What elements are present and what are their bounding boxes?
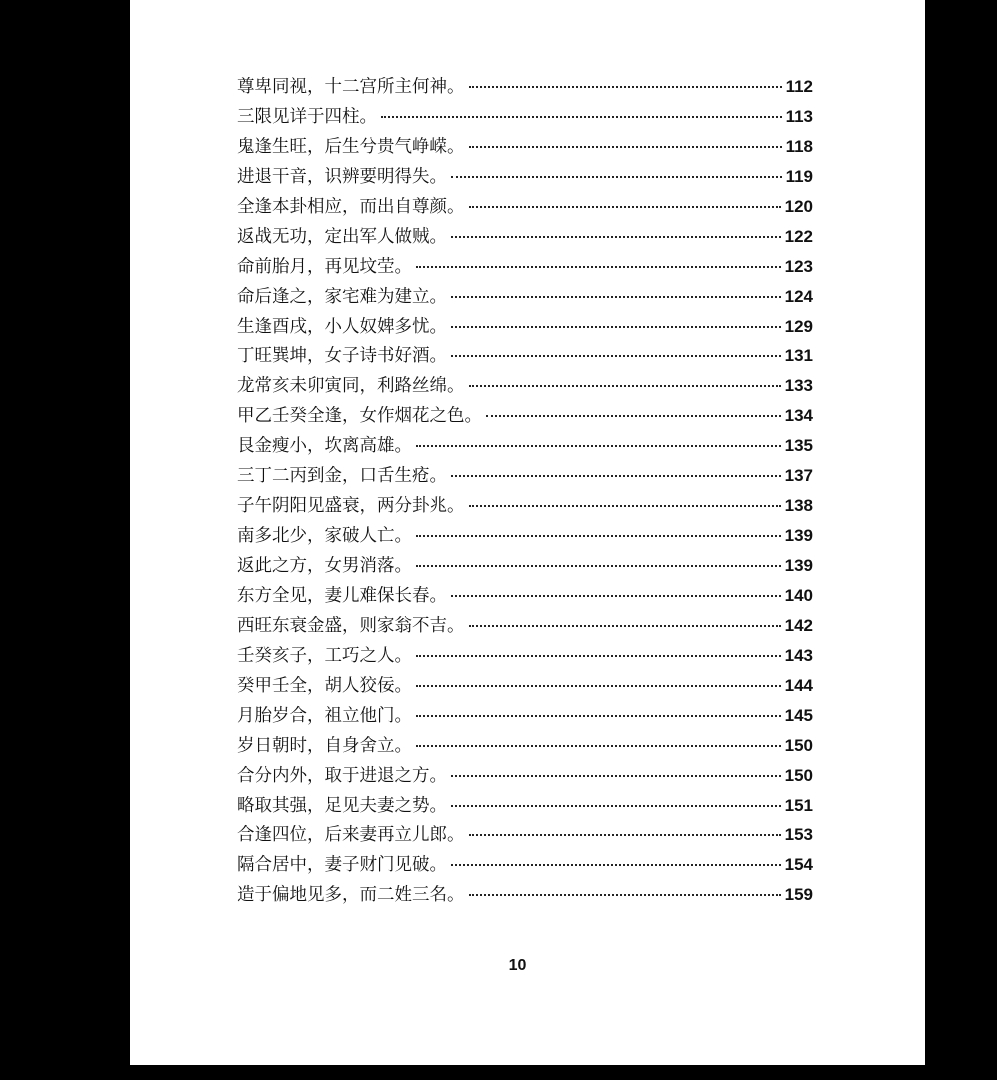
toc-entry-title: 甲乙壬癸全逢，女作烟花之色。 <box>237 406 482 427</box>
toc-entry[interactable] <box>237 792 813 822</box>
toc-entry-title: 癸甲壬全，胡人狡佞。 <box>237 675 412 696</box>
toc-entry-title: 造于偏地见多，而二姓三名。 <box>237 885 465 906</box>
toc-entry[interactable] <box>237 73 813 103</box>
toc-entry-page: 122 <box>784 226 813 246</box>
dot-leader <box>469 385 781 387</box>
toc-entry[interactable] <box>237 522 813 552</box>
toc-entry[interactable] <box>237 642 813 672</box>
toc-entry-title: 返战无功，定出军人做贼。 <box>237 226 447 247</box>
toc-entry-title: 岁日朝时，自身舍立。 <box>237 735 412 756</box>
toc-entry[interactable] <box>237 552 813 582</box>
toc-entry[interactable] <box>237 372 813 402</box>
toc-entry-title: 南多北少，家破人亡。 <box>237 526 412 547</box>
toc-entry[interactable] <box>237 881 813 911</box>
toc-entry[interactable] <box>237 462 813 492</box>
dot-leader <box>451 864 781 866</box>
toc-entry-page: 139 <box>784 526 813 546</box>
toc-entry-title: 月胎岁合，祖立他门。 <box>237 705 412 726</box>
toc-entry-page: 131 <box>784 346 813 366</box>
toc-entry[interactable] <box>237 163 813 193</box>
table-of-contents <box>237 73 813 911</box>
toc-entry-page: 144 <box>784 675 813 695</box>
toc-entry[interactable] <box>237 313 813 343</box>
toc-entry-title: 西旺东衰金盛，则家翁不吉。 <box>237 615 465 636</box>
dot-leader <box>416 445 781 447</box>
dot-leader <box>416 655 781 657</box>
toc-entry-page: 150 <box>784 735 813 755</box>
toc-entry-title: 子午阴阳见盛衰，两分卦兆。 <box>237 496 465 517</box>
toc-entry-page: 120 <box>784 196 813 216</box>
toc-entry[interactable] <box>237 821 813 851</box>
dot-leader <box>451 475 781 477</box>
toc-entry-title: 鬼逢生旺，后生兮贵气峥嵘。 <box>237 136 465 157</box>
toc-entry[interactable] <box>237 732 813 762</box>
toc-entry-page: 124 <box>784 286 813 306</box>
toc-entry-title: 进退干音，识辨要明得失。 <box>237 166 447 187</box>
toc-entry[interactable] <box>237 283 813 313</box>
document-page <box>130 0 925 1065</box>
dot-leader <box>469 834 781 836</box>
toc-entry-title: 东方全见，妻儿难保长春。 <box>237 585 447 606</box>
dot-leader <box>416 685 781 687</box>
dot-leader <box>451 355 781 357</box>
dot-leader <box>486 415 781 417</box>
toc-entry-title: 三丁二丙到金，口舌生疮。 <box>237 466 447 487</box>
toc-entry[interactable] <box>237 762 813 792</box>
dot-leader <box>451 326 781 328</box>
toc-entry-title: 壬癸亥子，工巧之人。 <box>237 645 412 666</box>
toc-entry-page: 118 <box>785 136 813 156</box>
toc-entry-page: 154 <box>784 855 813 875</box>
toc-entry[interactable] <box>237 133 813 163</box>
dot-leader <box>469 86 782 88</box>
toc-entry[interactable] <box>237 253 813 283</box>
toc-entry-page: 139 <box>784 556 813 575</box>
toc-entry[interactable] <box>237 851 813 881</box>
dot-leader <box>451 775 781 777</box>
toc-entry[interactable] <box>237 223 813 253</box>
dot-leader <box>451 805 781 807</box>
toc-entry-page: 138 <box>784 496 813 516</box>
toc-entry[interactable] <box>237 432 813 462</box>
toc-entry-title: 龙常亥未卯寅同，利路丝绵。 <box>237 376 465 397</box>
toc-entry-page: 133 <box>784 376 813 396</box>
dot-leader <box>381 116 782 118</box>
dot-leader <box>416 715 781 717</box>
toc-entry-page: 137 <box>784 466 813 486</box>
toc-entry-title: 命前胎月，再见坟茔。 <box>237 256 412 277</box>
dot-leader <box>416 266 781 268</box>
dot-leader <box>469 625 781 627</box>
toc-entry-title: 合分内外，取于进退之方。 <box>237 765 447 786</box>
toc-entry-title: 尊卑同视，十二宫所主何神。 <box>237 77 465 97</box>
toc-entry[interactable] <box>237 402 813 432</box>
toc-entry-page: 145 <box>784 705 813 725</box>
toc-entry[interactable] <box>237 103 813 133</box>
toc-entry-title: 略取其强，足见夫妻之势。 <box>237 795 447 816</box>
dot-leader <box>469 206 781 208</box>
toc-entry-page: 113 <box>785 106 813 126</box>
dot-leader <box>469 146 782 148</box>
dot-leader <box>416 565 781 567</box>
toc-entry-title: 三限见详于四柱。 <box>237 106 377 127</box>
dot-leader <box>451 595 781 597</box>
dot-leader <box>451 176 782 178</box>
toc-entry-title: 艮金瘦小，坎离高雄。 <box>237 436 412 457</box>
page-number: 10 <box>508 957 527 974</box>
toc-entry-page: 135 <box>784 436 813 456</box>
dot-leader <box>451 296 781 298</box>
toc-entry[interactable] <box>237 342 813 372</box>
toc-entry-page: 150 <box>784 765 813 785</box>
toc-entry-page: 140 <box>784 585 813 605</box>
toc-entry-page: 159 <box>784 885 813 905</box>
toc-entry-title: 生逢酉戌，小人奴婢多忧。 <box>237 316 447 337</box>
dot-leader <box>416 745 781 747</box>
toc-entry-title: 返此之方，女男消落。 <box>237 556 412 576</box>
dot-leader <box>469 505 781 507</box>
toc-entry[interactable] <box>237 193 813 223</box>
dot-leader <box>416 535 781 537</box>
toc-entry-page: 134 <box>784 406 813 426</box>
toc-entry-title: 全逢本卦相应，而出自尊颜。 <box>237 196 465 217</box>
toc-entry[interactable] <box>237 672 813 702</box>
toc-entry-page: 153 <box>784 825 813 845</box>
toc-entry[interactable] <box>237 492 813 522</box>
toc-entry-page: 112 <box>785 77 813 96</box>
dot-leader <box>469 894 781 896</box>
toc-entry-page: 142 <box>784 615 813 635</box>
toc-entry-title: 命后逢之，家宅难为建立。 <box>237 286 447 307</box>
toc-entry[interactable] <box>237 702 813 732</box>
toc-entry-title: 隔合居中，妻子财门见破。 <box>237 855 447 876</box>
toc-entry[interactable] <box>237 612 813 642</box>
toc-entry-page: 123 <box>784 256 813 276</box>
toc-entry[interactable] <box>237 582 813 612</box>
toc-entry-title: 丁旺巽坤，女子诗书好酒。 <box>237 346 447 367</box>
toc-entry-page: 143 <box>784 645 813 665</box>
dot-leader <box>451 236 781 238</box>
toc-entry-page: 119 <box>785 166 813 186</box>
toc-entry-title: 合逢四位，后来妻再立儿郎。 <box>237 825 465 846</box>
toc-entry-page: 151 <box>784 795 813 815</box>
toc-entry-page: 129 <box>784 316 813 336</box>
